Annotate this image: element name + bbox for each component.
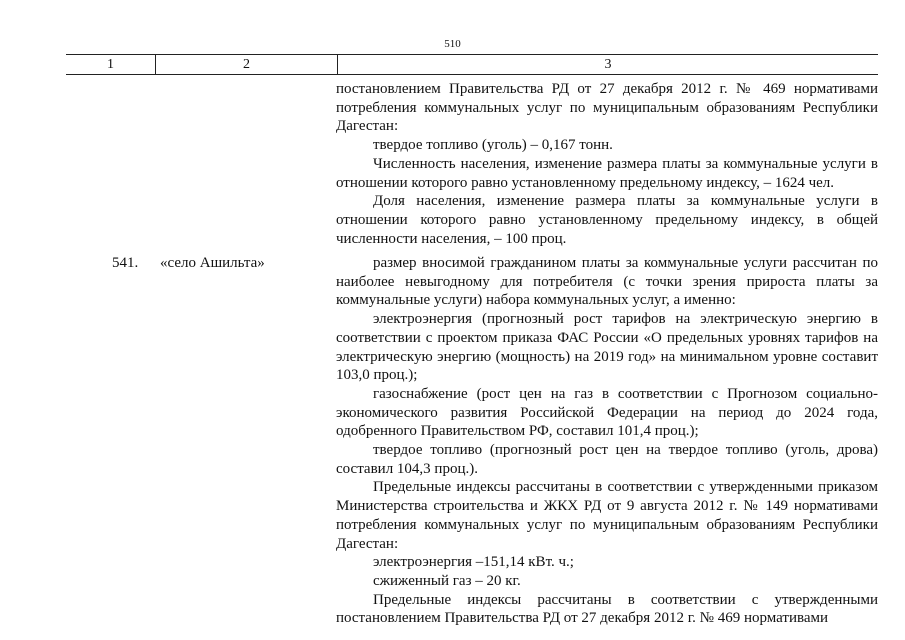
paragraph: Доля населения, изменение размера платы за коммунальные услуги в отношении которого равно установленному предельному индексу, в общей численности населения, – 100 проц.	[336, 193, 878, 247]
row-settlement-name: «село Ашильта»	[160, 255, 265, 271]
paragraph: сжиженный газ – 20 кг.	[373, 572, 521, 589]
header-col-3: 3	[604, 56, 612, 72]
paragraph: твердое топливо (уголь) – 0,167 тонн.	[373, 137, 613, 154]
paragraph: твердое топливо (прогнозный рост цен на твердое топливо (уголь, дрова) составил 104,3 проц.).	[336, 442, 878, 477]
paragraph: размер вносимой гражданином платы за коммунальные услуги рассчитан по наиболее невыгодному для потребителя (с точки зрения прироста платы за коммунальные услуги) набора коммунальных услуг, а именно:	[336, 255, 878, 309]
header-col-2: 2	[156, 55, 338, 74]
paragraph: Предельные индексы рассчитаны в соответствии с утвержденными постановлением Правительства РД от 27 декабря 2012 г. № 469 нормативами	[336, 591, 878, 627]
row-number: 541.	[112, 255, 139, 271]
paragraph: Предельные индексы рассчитаны в соответствии с утвержденными приказом Министерства строительства и ЖКХ РД от 9 августа 2012 г. № 149 нормативами потребления коммунальных услуг по муниципальным образованиям Республики Дагестан:	[336, 479, 878, 552]
paragraph: электроэнергия –151,14 кВт. ч.;	[373, 554, 574, 571]
continued-text-block	[336, 80, 878, 248]
paragraph: газоснабжение (рост цен на газ в соответствии с Прогнозом социально-экономического развития Российской Федерации на период до 2024 года, одобренного Правительством РФ, составил 101,4 проц.);	[336, 385, 878, 440]
page-number: 510	[444, 38, 461, 50]
paragraph: электроэнергия (прогнозный рост тарифов на электрическую энергию в соответствии с проектом приказа ФАС России «О предельных уровнях тарифов на электрическую энергию (мощность) на 2019 год» на минимальном уровне составит 103,0 проц.);	[336, 311, 878, 384]
paragraph: Численность населения, изменение размера платы за коммунальные услуги в отношении которого равно установленному предельному индексу, – 1624 чел.	[336, 155, 878, 191]
row-text-block	[336, 254, 878, 628]
header-col-1: 1	[66, 55, 156, 74]
table-header	[66, 54, 878, 75]
paragraph: постановлением Правительства РД от 27 декабря 2012 г. № 469 нормативами потребления коммунальных услуг по муниципальным образованиям Республики Дагестан:	[336, 81, 878, 135]
